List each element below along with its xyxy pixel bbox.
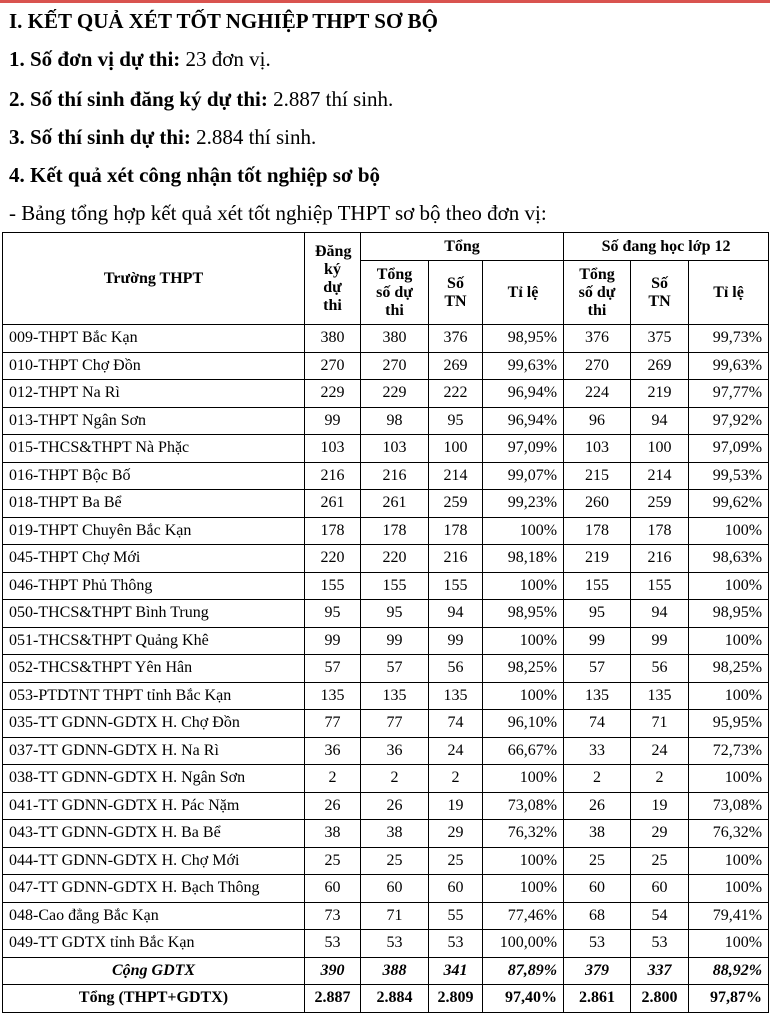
header-group-total: Tổng xyxy=(361,233,564,261)
cell-total-candidates: 26 xyxy=(361,792,429,820)
cell-total-candidates: 25 xyxy=(361,847,429,875)
cell-grade12-passed: 94 xyxy=(631,407,689,435)
cell-grade12-rate: 98,95% xyxy=(689,600,769,628)
cell-total-rate: 97,40% xyxy=(483,985,564,1013)
results-table xyxy=(2,232,769,1013)
cell-total-candidates: 36 xyxy=(361,737,429,765)
cell-total-candidates: 103 xyxy=(361,435,429,463)
cell-school-name: 037-TT GDNN-GDTX H. Na Rì xyxy=(3,737,305,765)
header-grade12-passed: Số TN xyxy=(631,261,689,325)
cell-total-candidates: 135 xyxy=(361,682,429,710)
table-caption: - Bảng tổng hợp kết quả xét tốt nghiệp THPT sơ bộ theo đơn vị: xyxy=(9,201,547,225)
cell-total-candidates: 98 xyxy=(361,407,429,435)
cell-registered: 2 xyxy=(305,765,361,793)
cell-grade12-passed: 375 xyxy=(631,325,689,353)
cell-total-candidates: 38 xyxy=(361,820,429,848)
cell-grade12-rate: 100% xyxy=(689,682,769,710)
cell-total-passed: 95 xyxy=(429,407,483,435)
cell-grade12-passed: 269 xyxy=(631,352,689,380)
cell-grade12-passed: 178 xyxy=(631,517,689,545)
cell-grade12-candidates: 376 xyxy=(564,325,631,353)
cell-grade12-candidates: 219 xyxy=(564,545,631,573)
cell-registered: 73 xyxy=(305,902,361,930)
cell-total-rate: 76,32% xyxy=(483,820,564,848)
cell-grade12-passed: 25 xyxy=(631,847,689,875)
fact-registered-count xyxy=(9,86,393,112)
header-grade12-rate: Tỉ lệ xyxy=(689,261,769,325)
header-total-candidates: Tổng số dự thi xyxy=(361,261,429,325)
cell-total-rate: 98,95% xyxy=(483,325,564,353)
cell-school-name: 010-THPT Chợ Đồn xyxy=(3,352,305,380)
cell-grade12-rate: 100% xyxy=(689,627,769,655)
cell-grade12-candidates: 178 xyxy=(564,517,631,545)
cell-registered: 155 xyxy=(305,572,361,600)
cell-total-candidates: 229 xyxy=(361,380,429,408)
cell-grade12-rate: 99,62% xyxy=(689,490,769,518)
table-row xyxy=(3,655,769,683)
cell-grade12-rate: 100% xyxy=(689,875,769,903)
cell-registered: 261 xyxy=(305,490,361,518)
cell-grade12-candidates: 53 xyxy=(564,930,631,958)
cell-school-name: 019-THPT Chuyên Bắc Kạn xyxy=(3,517,305,545)
fact-value: 23 đơn vị. xyxy=(180,47,271,71)
cell-grade12-candidates: 224 xyxy=(564,380,631,408)
cell-grade12-passed: 71 xyxy=(631,710,689,738)
cell-total-passed: 29 xyxy=(429,820,483,848)
cell-total-rate: 99,23% xyxy=(483,490,564,518)
table-row xyxy=(3,545,769,573)
cell-total-passed: 269 xyxy=(429,352,483,380)
cell-total-rate: 96,10% xyxy=(483,710,564,738)
cell-total-candidates: 99 xyxy=(361,627,429,655)
cell-total-rate: 87,89% xyxy=(483,957,564,985)
cell-grade12-candidates: 2.861 xyxy=(564,985,631,1013)
cell-total-rate: 96,94% xyxy=(483,407,564,435)
cell-total-candidates: 2 xyxy=(361,765,429,793)
cell-school-name: Tổng (THPT+GDTX) xyxy=(3,985,305,1013)
cell-total-passed: 25 xyxy=(429,847,483,875)
table-row xyxy=(3,847,769,875)
cell-total-passed: 100 xyxy=(429,435,483,463)
cell-total-rate: 98,95% xyxy=(483,600,564,628)
table-row xyxy=(3,572,769,600)
cell-school-name: 044-TT GDNN-GDTX H. Chợ Mới xyxy=(3,847,305,875)
table-row xyxy=(3,462,769,490)
header-grade12-candidates: Tổng số dự thi xyxy=(564,261,631,325)
cell-grade12-passed: 2 xyxy=(631,765,689,793)
fact-value: 2.884 thí sinh. xyxy=(190,125,317,149)
total-row xyxy=(3,985,769,1013)
cell-grade12-rate: 73,08% xyxy=(689,792,769,820)
cell-grade12-passed: 60 xyxy=(631,875,689,903)
cell-total-passed: 178 xyxy=(429,517,483,545)
cell-grade12-rate: 95,95% xyxy=(689,710,769,738)
cell-registered: 26 xyxy=(305,792,361,820)
cell-grade12-passed: 19 xyxy=(631,792,689,820)
cell-total-candidates: 2.884 xyxy=(361,985,429,1013)
cell-total-candidates: 71 xyxy=(361,902,429,930)
cell-grade12-rate: 98,63% xyxy=(689,545,769,573)
cell-total-rate: 98,25% xyxy=(483,655,564,683)
cell-school-name: 050-THCS&THPT Bình Trung xyxy=(3,600,305,628)
cell-total-rate: 96,94% xyxy=(483,380,564,408)
cell-total-passed: 2.809 xyxy=(429,985,483,1013)
table-row xyxy=(3,765,769,793)
cell-grade12-rate: 100% xyxy=(689,517,769,545)
table-row xyxy=(3,490,769,518)
cell-total-passed: 55 xyxy=(429,902,483,930)
cell-total-rate: 100% xyxy=(483,517,564,545)
subsection-title: 4. Kết quả xét công nhận tốt nghiệp sơ bộ xyxy=(9,163,381,187)
cell-registered: 77 xyxy=(305,710,361,738)
cell-registered: 135 xyxy=(305,682,361,710)
cell-school-name: 052-THCS&THPT Yên Hân xyxy=(3,655,305,683)
cell-total-candidates: 270 xyxy=(361,352,429,380)
cell-total-passed: 53 xyxy=(429,930,483,958)
cell-grade12-candidates: 379 xyxy=(564,957,631,985)
cell-grade12-candidates: 103 xyxy=(564,435,631,463)
cell-total-passed: 155 xyxy=(429,572,483,600)
cell-total-rate: 100% xyxy=(483,765,564,793)
cell-total-rate: 100% xyxy=(483,682,564,710)
cell-total-candidates: 77 xyxy=(361,710,429,738)
cell-grade12-passed: 135 xyxy=(631,682,689,710)
table-row xyxy=(3,352,769,380)
cell-total-rate: 73,08% xyxy=(483,792,564,820)
table-row xyxy=(3,435,769,463)
table-row xyxy=(3,517,769,545)
cell-total-passed: 74 xyxy=(429,710,483,738)
section-title: I. KẾT QUẢ XÉT TỐT NGHIỆP THPT SƠ BỘ xyxy=(9,9,438,33)
cell-school-name: 013-THPT Ngân Sơn xyxy=(3,407,305,435)
header-group-grade12: Số đang học lớp 12 xyxy=(564,233,769,261)
cell-grade12-rate: 97,92% xyxy=(689,407,769,435)
cell-grade12-passed: 337 xyxy=(631,957,689,985)
table-row xyxy=(3,380,769,408)
cell-grade12-candidates: 68 xyxy=(564,902,631,930)
cell-school-name: 038-TT GDNN-GDTX H. Ngân Sơn xyxy=(3,765,305,793)
cell-total-candidates: 220 xyxy=(361,545,429,573)
cell-grade12-candidates: 26 xyxy=(564,792,631,820)
fact-value: 2.887 thí sinh. xyxy=(267,87,394,111)
cell-grade12-candidates: 95 xyxy=(564,600,631,628)
cell-total-rate: 77,46% xyxy=(483,902,564,930)
cell-total-passed: 99 xyxy=(429,627,483,655)
cell-grade12-rate: 98,25% xyxy=(689,655,769,683)
cell-total-candidates: 261 xyxy=(361,490,429,518)
cell-school-name: 045-THPT Chợ Mới xyxy=(3,545,305,573)
cell-grade12-passed: 53 xyxy=(631,930,689,958)
table-row xyxy=(3,325,769,353)
cell-school-name: 035-TT GDNN-GDTX H. Chợ Đồn xyxy=(3,710,305,738)
cell-registered: 36 xyxy=(305,737,361,765)
cell-total-candidates: 388 xyxy=(361,957,429,985)
cell-grade12-passed: 259 xyxy=(631,490,689,518)
cell-registered: 220 xyxy=(305,545,361,573)
top-accent-line xyxy=(0,0,770,3)
table-row xyxy=(3,710,769,738)
cell-total-rate: 98,18% xyxy=(483,545,564,573)
cell-registered: 103 xyxy=(305,435,361,463)
cell-grade12-rate: 99,53% xyxy=(689,462,769,490)
cell-registered: 53 xyxy=(305,930,361,958)
cell-grade12-passed: 24 xyxy=(631,737,689,765)
cell-school-name: 049-TT GDTX tỉnh Bắc Kạn xyxy=(3,930,305,958)
cell-school-name: 047-TT GDNN-GDTX H. Bạch Thông xyxy=(3,875,305,903)
cell-grade12-passed: 155 xyxy=(631,572,689,600)
cell-total-passed: 214 xyxy=(429,462,483,490)
cell-grade12-rate: 72,73% xyxy=(689,737,769,765)
cell-total-rate: 100% xyxy=(483,627,564,655)
cell-total-candidates: 53 xyxy=(361,930,429,958)
cell-total-passed: 56 xyxy=(429,655,483,683)
cell-total-candidates: 216 xyxy=(361,462,429,490)
cell-registered: 380 xyxy=(305,325,361,353)
cell-grade12-candidates: 2 xyxy=(564,765,631,793)
cell-total-passed: 94 xyxy=(429,600,483,628)
table-row xyxy=(3,682,769,710)
table-row xyxy=(3,737,769,765)
cell-registered: 57 xyxy=(305,655,361,683)
cell-registered: 38 xyxy=(305,820,361,848)
cell-grade12-candidates: 270 xyxy=(564,352,631,380)
cell-grade12-rate: 99,63% xyxy=(689,352,769,380)
cell-total-passed: 19 xyxy=(429,792,483,820)
cell-grade12-passed: 2.800 xyxy=(631,985,689,1013)
cell-school-name: 051-THCS&THPT Quảng Khê xyxy=(3,627,305,655)
header-total-rate: Tỉ lệ xyxy=(483,261,564,325)
cell-school-name: 041-TT GDNN-GDTX H. Pác Nặm xyxy=(3,792,305,820)
cell-grade12-candidates: 60 xyxy=(564,875,631,903)
fact-unit-count xyxy=(9,46,271,72)
cell-grade12-rate: 100% xyxy=(689,847,769,875)
cell-registered: 270 xyxy=(305,352,361,380)
cell-grade12-passed: 56 xyxy=(631,655,689,683)
header-school: Trường THPT xyxy=(3,233,305,325)
cell-grade12-passed: 54 xyxy=(631,902,689,930)
cell-total-rate: 97,09% xyxy=(483,435,564,463)
fact-label: 1. Số đơn vị dự thi: xyxy=(9,47,181,71)
cell-school-name: 053-PTDTNT THPT tỉnh Bắc Kạn xyxy=(3,682,305,710)
cell-total-candidates: 178 xyxy=(361,517,429,545)
cell-total-rate: 100% xyxy=(483,847,564,875)
cell-grade12-rate: 97,09% xyxy=(689,435,769,463)
table-row xyxy=(3,792,769,820)
cell-total-passed: 376 xyxy=(429,325,483,353)
cell-registered: 2.887 xyxy=(305,985,361,1013)
cell-school-name: 016-THPT Bộc Bố xyxy=(3,462,305,490)
cell-total-passed: 341 xyxy=(429,957,483,985)
table-row xyxy=(3,407,769,435)
cell-total-rate: 66,67% xyxy=(483,737,564,765)
cell-grade12-candidates: 135 xyxy=(564,682,631,710)
cell-grade12-candidates: 57 xyxy=(564,655,631,683)
cell-school-name: 015-THCS&THPT Nà Phặc xyxy=(3,435,305,463)
cell-grade12-rate: 79,41% xyxy=(689,902,769,930)
fact-label: 2. Số thí sinh đăng ký dự thi: xyxy=(9,87,268,111)
cell-registered: 95 xyxy=(305,600,361,628)
cell-grade12-rate: 100% xyxy=(689,765,769,793)
cell-grade12-rate: 97,87% xyxy=(689,985,769,1013)
fact-candidate-count xyxy=(9,124,316,150)
cell-registered: 390 xyxy=(305,957,361,985)
subtotal-row xyxy=(3,957,769,985)
cell-grade12-rate: 88,92% xyxy=(689,957,769,985)
cell-grade12-passed: 29 xyxy=(631,820,689,848)
cell-total-candidates: 380 xyxy=(361,325,429,353)
cell-total-candidates: 155 xyxy=(361,572,429,600)
cell-total-passed: 2 xyxy=(429,765,483,793)
cell-school-name: 018-THPT Ba Bể xyxy=(3,490,305,518)
table-row xyxy=(3,875,769,903)
cell-grade12-passed: 100 xyxy=(631,435,689,463)
cell-total-rate: 100% xyxy=(483,572,564,600)
cell-total-passed: 216 xyxy=(429,545,483,573)
cell-school-name: 046-THPT Phủ Thông xyxy=(3,572,305,600)
cell-total-rate: 99,63% xyxy=(483,352,564,380)
cell-grade12-candidates: 260 xyxy=(564,490,631,518)
cell-total-passed: 60 xyxy=(429,875,483,903)
cell-school-name: 043-TT GDNN-GDTX H. Ba Bể xyxy=(3,820,305,848)
cell-school-name: 048-Cao đẳng Bắc Kạn xyxy=(3,902,305,930)
cell-grade12-candidates: 96 xyxy=(564,407,631,435)
cell-total-passed: 135 xyxy=(429,682,483,710)
table-row xyxy=(3,627,769,655)
cell-registered: 229 xyxy=(305,380,361,408)
cell-school-name: Cộng GDTX xyxy=(3,957,305,985)
cell-registered: 178 xyxy=(305,517,361,545)
cell-registered: 99 xyxy=(305,627,361,655)
cell-total-rate: 100,00% xyxy=(483,930,564,958)
cell-total-candidates: 57 xyxy=(361,655,429,683)
cell-grade12-candidates: 99 xyxy=(564,627,631,655)
cell-grade12-passed: 216 xyxy=(631,545,689,573)
cell-registered: 60 xyxy=(305,875,361,903)
cell-grade12-rate: 100% xyxy=(689,572,769,600)
cell-school-name: 012-THPT Na Rì xyxy=(3,380,305,408)
header-registered: Đăng ký dự thi xyxy=(305,233,361,325)
cell-grade12-candidates: 33 xyxy=(564,737,631,765)
cell-grade12-rate: 100% xyxy=(689,930,769,958)
fact-label: 3. Số thí sinh dự thi: xyxy=(9,125,191,149)
cell-grade12-passed: 94 xyxy=(631,600,689,628)
cell-registered: 99 xyxy=(305,407,361,435)
cell-grade12-rate: 76,32% xyxy=(689,820,769,848)
cell-total-candidates: 95 xyxy=(361,600,429,628)
cell-grade12-candidates: 38 xyxy=(564,820,631,848)
cell-total-rate: 100% xyxy=(483,875,564,903)
cell-grade12-rate: 99,73% xyxy=(689,325,769,353)
cell-school-name: 009-THPT Bắc Kạn xyxy=(3,325,305,353)
cell-registered: 25 xyxy=(305,847,361,875)
cell-grade12-candidates: 155 xyxy=(564,572,631,600)
cell-total-passed: 222 xyxy=(429,380,483,408)
cell-total-candidates: 60 xyxy=(361,875,429,903)
cell-total-passed: 24 xyxy=(429,737,483,765)
table-row xyxy=(3,820,769,848)
cell-grade12-passed: 214 xyxy=(631,462,689,490)
header-total-passed: Số TN xyxy=(429,261,483,325)
cell-grade12-candidates: 25 xyxy=(564,847,631,875)
table-row xyxy=(3,930,769,958)
cell-grade12-candidates: 74 xyxy=(564,710,631,738)
cell-grade12-passed: 219 xyxy=(631,380,689,408)
cell-total-rate: 99,07% xyxy=(483,462,564,490)
cell-grade12-rate: 97,77% xyxy=(689,380,769,408)
cell-grade12-candidates: 215 xyxy=(564,462,631,490)
table-row xyxy=(3,902,769,930)
cell-total-passed: 259 xyxy=(429,490,483,518)
cell-registered: 216 xyxy=(305,462,361,490)
cell-grade12-passed: 99 xyxy=(631,627,689,655)
table-row xyxy=(3,600,769,628)
